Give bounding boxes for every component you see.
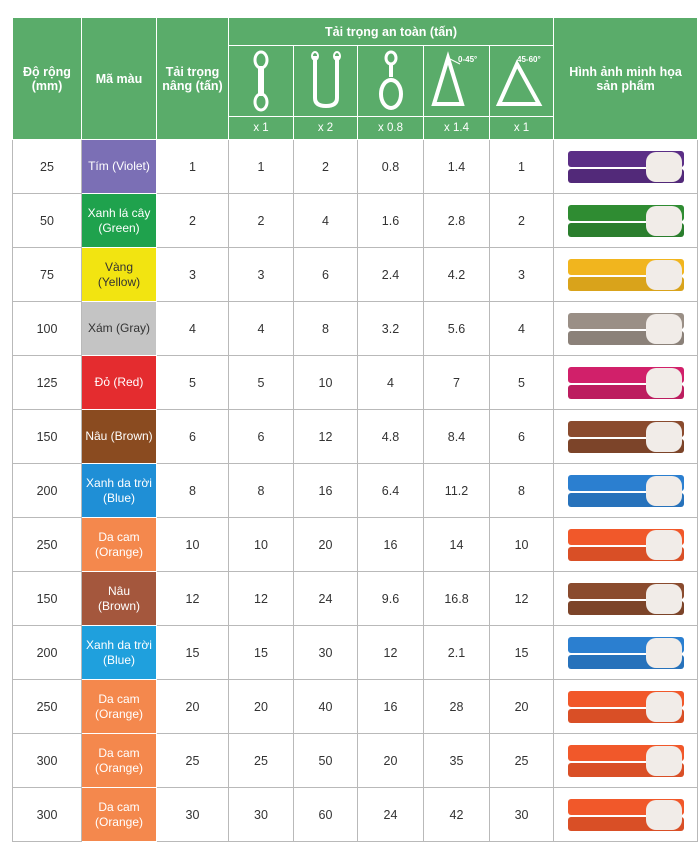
color-code-text: Nâu (Brown)	[85, 429, 153, 443]
safe-load-cell: 3	[229, 248, 294, 302]
color-code-cell	[82, 194, 157, 248]
table-row	[13, 626, 698, 680]
width-cell: 75	[13, 248, 82, 302]
product-image-cell	[554, 248, 698, 302]
safe-load-cell: 10	[490, 518, 554, 572]
safe-load-cell: 42	[424, 788, 490, 842]
color-code-cell	[82, 302, 157, 356]
safe-load-cell: 40	[294, 680, 358, 734]
color-code-cell	[82, 734, 157, 788]
safe-load-cell: 28	[424, 680, 490, 734]
header-capacity-text: Tải trọng nâng (tấn)	[162, 64, 223, 93]
sling-angle-45-icon	[424, 46, 490, 117]
table-row	[13, 194, 698, 248]
safe-load-cell: 30	[294, 626, 358, 680]
color-code-cell	[82, 356, 157, 410]
safe-load-cell: 6	[229, 410, 294, 464]
sling-photo	[566, 417, 686, 457]
safe-load-cell: 12	[294, 410, 358, 464]
sling-angle-60-icon	[490, 46, 554, 117]
color-code-text: Xanh lá cây (Green)	[87, 205, 151, 235]
safe-load-cell: 2	[294, 140, 358, 194]
safe-load-cell: 20	[358, 734, 424, 788]
header-capacity	[157, 18, 229, 140]
safe-load-cell: 2	[229, 194, 294, 248]
color-code-cell	[82, 410, 157, 464]
width-cell: 200	[13, 464, 82, 518]
safe-load-cell: 5	[490, 356, 554, 410]
capacity-cell: 3	[157, 248, 229, 302]
safe-load-cell: 50	[294, 734, 358, 788]
safe-load-cell: 30	[490, 788, 554, 842]
color-code-cell	[82, 464, 157, 518]
safe-load-cell: 5	[229, 356, 294, 410]
safe-load-cell: 16.8	[424, 572, 490, 626]
safe-load-cell: 14	[424, 518, 490, 572]
capacity-cell: 20	[157, 680, 229, 734]
safe-load-cell: 2	[490, 194, 554, 248]
header-image-text: Hình ảnh minh họa sản phẩm	[569, 64, 682, 93]
color-code-cell	[82, 248, 157, 302]
color-code-cell	[82, 140, 157, 194]
sling-photo	[566, 687, 686, 727]
safe-load-cell: 6.4	[358, 464, 424, 518]
safe-load-cell: 35	[424, 734, 490, 788]
color-code-text: Da cam (Orange)	[94, 799, 144, 829]
header-width	[13, 18, 82, 140]
header-width-text: Độ rộng (mm)	[23, 64, 71, 93]
capacity-cell: 1	[157, 140, 229, 194]
sling-photo	[566, 363, 686, 403]
header-color-code-text: Mã màu	[95, 71, 143, 86]
table-row	[13, 734, 698, 788]
safe-load-cell: 8	[294, 302, 358, 356]
factor-3: x 0.8	[358, 117, 424, 140]
factor-5: x 1	[490, 117, 554, 140]
product-image-cell	[554, 734, 698, 788]
sling-load-table	[12, 17, 698, 842]
safe-load-cell: 30	[229, 788, 294, 842]
sling-photo	[566, 255, 686, 295]
width-cell: 100	[13, 302, 82, 356]
product-image-cell	[554, 302, 698, 356]
safe-load-cell: 16	[294, 464, 358, 518]
sling-photo	[566, 471, 686, 511]
color-code-text: Da cam (Orange)	[94, 529, 144, 559]
safe-load-cell: 8.4	[424, 410, 490, 464]
safe-load-cell: 15	[229, 626, 294, 680]
safe-load-cell: 10	[294, 356, 358, 410]
color-code-cell	[82, 572, 157, 626]
safe-load-cell: 4	[490, 302, 554, 356]
safe-load-cell: 2.1	[424, 626, 490, 680]
width-cell: 150	[13, 410, 82, 464]
sling-photo	[566, 633, 686, 673]
width-cell: 200	[13, 626, 82, 680]
safe-load-cell: 12	[229, 572, 294, 626]
sling-photo	[566, 795, 686, 835]
safe-load-cell: 6	[294, 248, 358, 302]
factor-4: x 1.4	[424, 117, 490, 140]
color-code-cell	[82, 626, 157, 680]
product-image-cell	[554, 572, 698, 626]
product-image-cell	[554, 788, 698, 842]
capacity-cell: 10	[157, 518, 229, 572]
safe-load-cell: 0.8	[358, 140, 424, 194]
safe-load-cell: 20	[490, 680, 554, 734]
safe-load-cell: 4	[229, 302, 294, 356]
safe-load-cell: 4	[294, 194, 358, 248]
width-cell: 300	[13, 734, 82, 788]
header-image	[554, 18, 698, 140]
capacity-cell: 15	[157, 626, 229, 680]
table-row	[13, 464, 698, 518]
header-color-code	[82, 18, 157, 140]
color-code-text: Xám (Gray)	[87, 321, 150, 335]
angle-60-label: 45-60°	[516, 55, 541, 64]
product-image-cell	[554, 356, 698, 410]
table-row	[13, 248, 698, 302]
safe-load-cell: 1.6	[358, 194, 424, 248]
sling-photo	[566, 525, 686, 565]
safe-load-cell: 15	[490, 626, 554, 680]
product-image-cell	[554, 518, 698, 572]
safe-load-cell: 9.6	[358, 572, 424, 626]
table-row	[13, 788, 698, 842]
capacity-cell: 8	[157, 464, 229, 518]
sling-photo	[566, 579, 686, 619]
safe-load-cell: 4.2	[424, 248, 490, 302]
sling-photo	[566, 147, 686, 187]
safe-load-cell: 24	[294, 572, 358, 626]
color-code-cell	[82, 788, 157, 842]
product-image-cell	[554, 464, 698, 518]
safe-load-cell: 16	[358, 680, 424, 734]
color-code-text: Xanh da trời (Blue)	[86, 475, 152, 505]
capacity-cell: 30	[157, 788, 229, 842]
safe-load-cell: 3.2	[358, 302, 424, 356]
angle-45-label: 0-45°	[457, 55, 477, 64]
sling-choker-icon	[358, 46, 424, 117]
sling-photo	[566, 201, 686, 241]
factor-1: x 1	[229, 117, 294, 140]
sling-photo	[566, 309, 686, 349]
width-cell: 250	[13, 518, 82, 572]
width-cell: 125	[13, 356, 82, 410]
safe-load-cell: 12	[490, 572, 554, 626]
table-row	[13, 356, 698, 410]
safe-load-cell: 24	[358, 788, 424, 842]
safe-load-cell: 2.4	[358, 248, 424, 302]
product-image-cell	[554, 680, 698, 734]
safe-load-cell: 8	[490, 464, 554, 518]
header-safe-load-text: Tải trọng an toàn (tấn)	[325, 24, 457, 39]
safe-load-cell: 6	[490, 410, 554, 464]
product-image-cell	[554, 626, 698, 680]
capacity-cell: 5	[157, 356, 229, 410]
capacity-cell: 12	[157, 572, 229, 626]
safe-load-cell: 3	[490, 248, 554, 302]
safe-load-cell: 60	[294, 788, 358, 842]
color-code-text: Da cam (Orange)	[94, 691, 144, 721]
sling-photo	[566, 741, 686, 781]
safe-load-cell: 4.8	[358, 410, 424, 464]
color-code-cell	[82, 680, 157, 734]
width-cell: 150	[13, 572, 82, 626]
safe-load-cell: 5.6	[424, 302, 490, 356]
safe-load-cell: 8	[229, 464, 294, 518]
product-image-cell	[554, 140, 698, 194]
color-code-cell	[82, 518, 157, 572]
product-image-cell	[554, 194, 698, 248]
safe-load-cell: 4	[358, 356, 424, 410]
color-code-text: Tím (Violet)	[88, 159, 150, 173]
safe-load-cell: 20	[229, 680, 294, 734]
color-code-text: Da cam (Orange)	[94, 745, 144, 775]
safe-load-cell: 25	[490, 734, 554, 788]
safe-load-cell: 1.4	[424, 140, 490, 194]
capacity-cell: 25	[157, 734, 229, 788]
safe-load-cell: 1	[229, 140, 294, 194]
table-row	[13, 302, 698, 356]
table-row	[13, 680, 698, 734]
capacity-cell: 6	[157, 410, 229, 464]
capacity-cell: 4	[157, 302, 229, 356]
table-row	[13, 410, 698, 464]
color-code-text: Vàng (Yellow)	[97, 259, 141, 289]
width-cell: 50	[13, 194, 82, 248]
capacity-cell: 2	[157, 194, 229, 248]
safe-load-cell: 11.2	[424, 464, 490, 518]
color-code-text: Xanh da trời (Blue)	[86, 637, 152, 667]
color-code-text: Nâu (Brown)	[97, 583, 140, 613]
safe-load-cell: 25	[229, 734, 294, 788]
factor-2: x 2	[294, 117, 358, 140]
safe-load-cell: 10	[229, 518, 294, 572]
width-cell: 300	[13, 788, 82, 842]
width-cell: 25	[13, 140, 82, 194]
table-row	[13, 140, 698, 194]
sling-basket-icon	[294, 46, 358, 117]
header-safe-load	[229, 18, 554, 46]
table-row	[13, 572, 698, 626]
safe-load-cell: 1	[490, 140, 554, 194]
sling-vertical-icon	[229, 46, 294, 117]
color-code-text: Đỏ (Red)	[94, 375, 144, 389]
safe-load-cell: 20	[294, 518, 358, 572]
product-image-cell	[554, 410, 698, 464]
safe-load-cell: 7	[424, 356, 490, 410]
width-cell: 250	[13, 680, 82, 734]
safe-load-cell: 2.8	[424, 194, 490, 248]
safe-load-cell: 16	[358, 518, 424, 572]
table-row	[13, 518, 698, 572]
safe-load-cell: 12	[358, 626, 424, 680]
